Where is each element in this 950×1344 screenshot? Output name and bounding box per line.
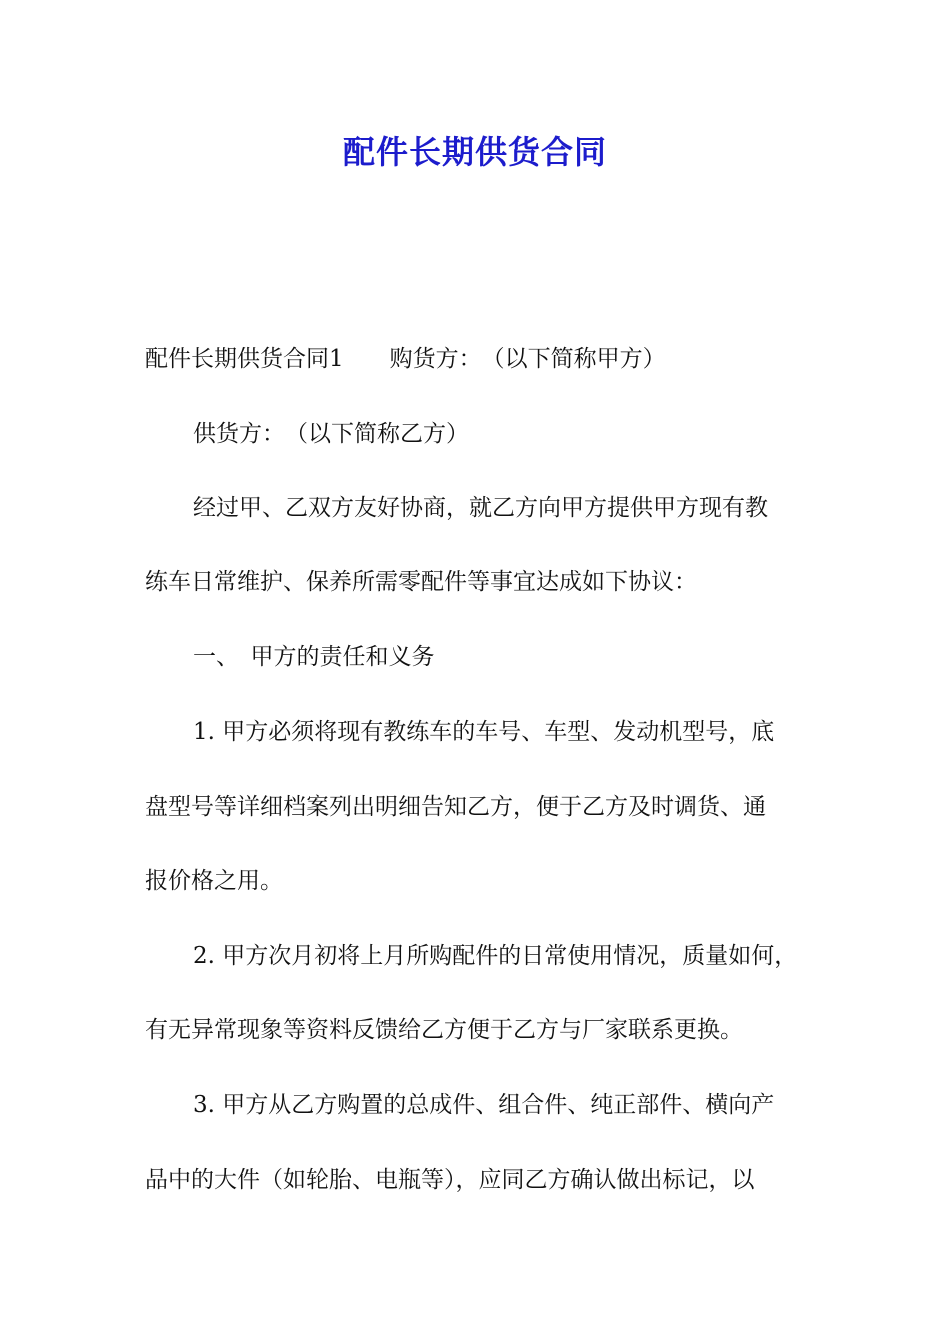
section-heading-party-a: 一、 甲方的责任和义务: [193, 644, 435, 670]
text-line-clause-2a: 2. 甲方次月初将上月所购配件的日常使用情况，质量如何，: [193, 943, 798, 969]
text-line-supplier: 供货方： （以下简称乙方）: [193, 421, 469, 447]
text-line-header: 配件长期供货合同1 购货方： （以下简称甲方）: [145, 346, 666, 372]
text-line-clause-3b: 品中的大件（如轮胎、电瓶等），应同乙方确认做出标记，以: [145, 1167, 755, 1193]
text-line-clause-3a: 3. 甲方从乙方购置的总成件、组合件、纯正部件、横向产: [193, 1092, 775, 1118]
text-line-clause-1b: 盘型号等详细档案列出明细告知乙方，便于乙方及时调货、通: [145, 794, 766, 820]
document-title: 配件长期供货合同: [342, 133, 607, 171]
text-line-preamble-2: 练车日常维护、保养所需零配件等事宜达成如下协议：: [145, 569, 697, 595]
text-line-preamble-1: 经过甲、乙双方友好协商，就乙方向甲方提供甲方现有教: [193, 495, 768, 521]
text-line-clause-1a: 1. 甲方必须将现有教练车的车号、车型、发动机型号，底: [193, 719, 775, 745]
text-line-clause-2b: 有无异常现象等资料反馈给乙方便于乙方与厂家联系更换。: [145, 1017, 743, 1043]
text-line-clause-1c: 报价格之用。: [145, 868, 283, 894]
